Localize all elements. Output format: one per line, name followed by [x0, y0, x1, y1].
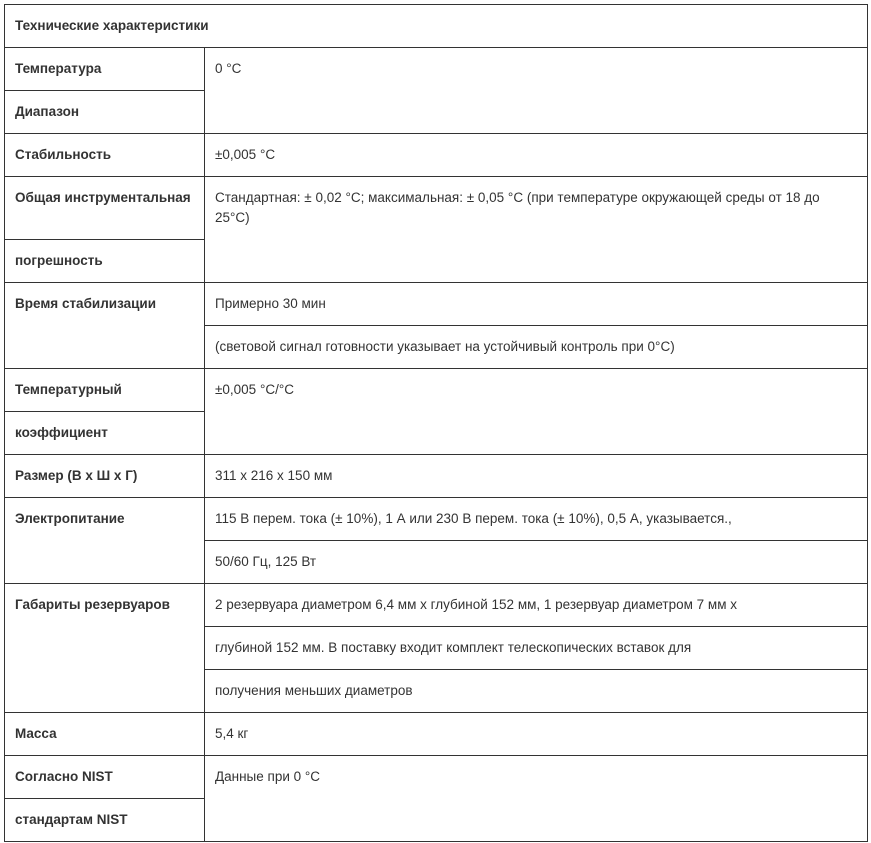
row-value-power: 115 В перем. тока (± 10%), 1 А или 230 В перем. тока (± 10%), 0,5 А, указывается., [205, 498, 868, 541]
row-label-tempcoef: Температурный [5, 369, 205, 412]
row-value-wells: 2 резервуара диаметром 6,4 мм x глубиной 152 мм, 1 резервуар диаметром 7 мм x [205, 584, 868, 627]
row-label-accuracy-cont: погрешность [5, 240, 205, 283]
table-row [5, 713, 868, 756]
table-row [5, 584, 868, 627]
row-label-wells: Габариты резервуаров [5, 584, 205, 713]
table-row [5, 369, 868, 412]
row-value-wells-cont-2: получения меньших диаметров [205, 670, 868, 713]
row-value-power-cont: 50/60 Гц, 125 Вт [205, 541, 868, 584]
table-row [5, 498, 868, 541]
row-label-tempcoef-cont: коэффициент [5, 412, 205, 455]
specifications-table [4, 4, 868, 842]
row-value-accuracy: Стандартная: ± 0,02 °C; максимальная: ± 0,05 °C (при температуре окружающей среды от 18 до 25°C) [205, 177, 868, 283]
table-row [5, 283, 868, 326]
row-value-nist: Данные при 0 °C [205, 756, 868, 842]
row-value-stability: ±0,005 °C [205, 134, 868, 177]
row-value-mass: 5,4 кг [205, 713, 868, 756]
row-label-accuracy: Общая инструментальная [5, 177, 205, 240]
table-row [5, 48, 868, 91]
row-label-temperature: Температура [5, 48, 205, 91]
row-value-stabilization: Примерно 30 мин [205, 283, 868, 326]
row-value-size: 311 x 216 x 150 мм [205, 455, 868, 498]
table-row [5, 455, 868, 498]
row-label-stabilization: Время стабилизации [5, 283, 205, 369]
row-label-size: Размер (В х Ш х Г) [5, 455, 205, 498]
table-title: Технические характеристики [5, 5, 868, 48]
row-value-stabilization-note: (световой сигнал готовности указывает на устойчивый контроль при 0°C) [205, 326, 868, 369]
table-row [5, 134, 868, 177]
row-label-power: Электропитание [5, 498, 205, 584]
row-label-nist-cont: стандартам NIST [5, 799, 205, 842]
row-value-wells-cont: глубиной 152 мм. В поставку входит комплект телескопических вставок для [205, 627, 868, 670]
table-row [5, 756, 868, 799]
row-label-nist: Согласно NIST [5, 756, 205, 799]
row-label-mass: Масса [5, 713, 205, 756]
row-value-tempcoef: ±0,005 °C/°C [205, 369, 868, 455]
row-value-temperature: 0 °C [205, 48, 868, 134]
table-row [5, 177, 868, 240]
table-header-row [5, 5, 868, 48]
row-label-stability: Стабильность [5, 134, 205, 177]
row-label-range: Диапазон [5, 91, 205, 134]
